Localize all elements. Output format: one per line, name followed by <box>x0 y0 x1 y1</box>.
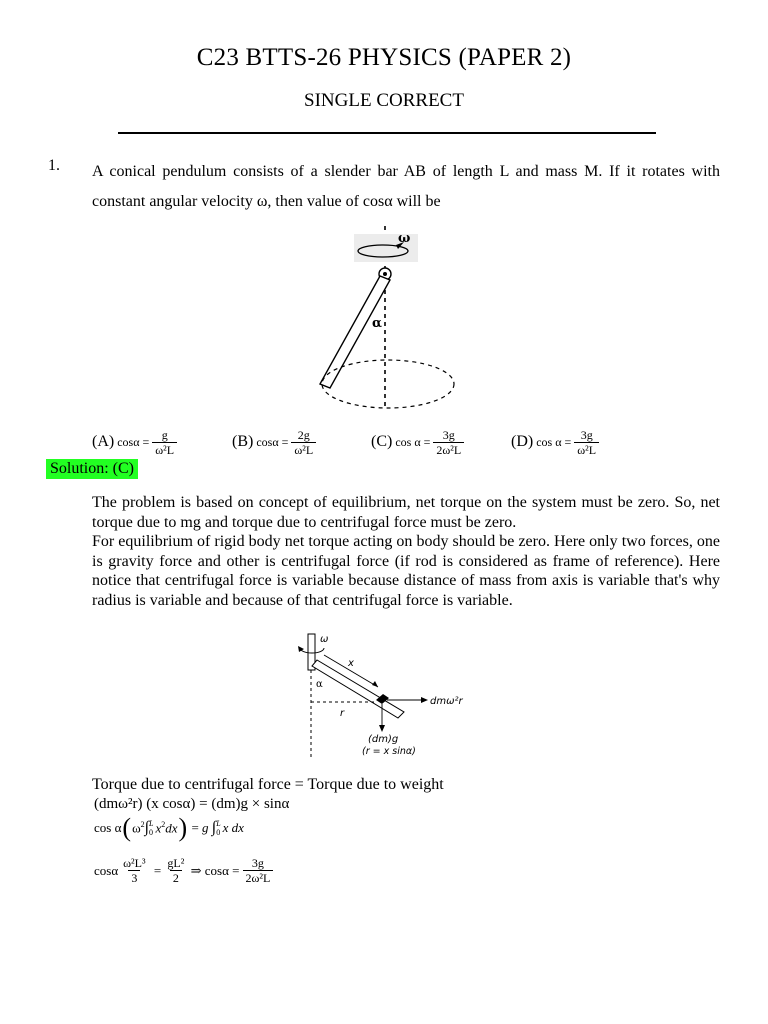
fraction-numerator: g <box>161 427 168 442</box>
solution-paragraph-2: For equilibrium of rigid body net torque acting on body should be zero. Here only two forces, one is gravity force and other is centrifugal force (if rod is considered as frame of reference). Here notice that centrifugal force is variable because distance of mass from axis is variable that's why radius is variable and because of that centrifugal force is variable. <box>92 533 720 609</box>
close-paren: ) <box>178 813 188 842</box>
option-b[interactable] <box>232 424 316 460</box>
integral-sign: ∫ <box>144 819 150 836</box>
equation-2-lhs: cos α <box>94 820 122 835</box>
radius-relation-label: (r = x sinα) <box>362 746 416 757</box>
solution-label: Solution: (C) <box>46 459 138 479</box>
weight-label: (dm)g <box>368 734 399 745</box>
equation-3-lhs: cosα <box>94 862 119 878</box>
title-divider <box>118 132 656 134</box>
fraction-numerator: 2g <box>297 427 310 442</box>
fraction-denominator: ω²L <box>152 442 177 457</box>
fraction-denominator: 2ω²L <box>433 442 464 457</box>
option-lhs: cos α = <box>536 434 572 449</box>
option-lhs: cosα = <box>117 434 150 449</box>
r-label: r <box>340 708 345 719</box>
centrifugal-force-label: dmω²r <box>430 696 463 707</box>
question-number: 1. <box>48 157 60 174</box>
integral-limits: L 0 <box>149 819 154 837</box>
omega-label: ω <box>398 231 411 246</box>
page-title: C23 BTTS-26 PHYSICS (PAPER 2) <box>196 44 572 71</box>
option-c[interactable] <box>371 424 464 460</box>
option-fraction <box>433 428 464 457</box>
equation-3 <box>94 856 273 885</box>
option-label: (B) <box>232 433 254 450</box>
option-label: (D) <box>511 433 534 450</box>
solution-text <box>92 493 720 610</box>
answer-options <box>92 424 732 460</box>
implies-arrow: ⇒ <box>187 862 205 878</box>
option-fraction <box>574 428 599 457</box>
open-paren: ( <box>122 813 132 842</box>
fraction-denominator: ω²L <box>291 442 316 457</box>
integrand: $x^2dx$ <box>155 819 178 836</box>
fraction-denominator: 2 <box>170 870 182 885</box>
option-a[interactable] <box>92 424 177 460</box>
option-fraction <box>291 428 316 457</box>
alpha-label: α <box>316 679 323 690</box>
equals-sign: = <box>150 862 165 878</box>
force-diagram-figure <box>290 630 490 762</box>
omega-squared: $\omega^2$ <box>132 819 145 836</box>
conical-pendulum-figure <box>300 224 470 414</box>
option-label: (C) <box>371 433 393 450</box>
fraction-numerator: gL² <box>167 856 185 870</box>
fraction-numerator: 3g <box>580 427 593 442</box>
fraction-denominator: ω²L <box>574 442 599 457</box>
fraction-numerator: 3g <box>442 427 455 442</box>
fraction-denominator: 3 <box>128 870 140 885</box>
fraction <box>120 856 148 885</box>
option-lhs: cosα = <box>256 434 289 449</box>
equation-1: (dmω²r) (x cosα) = (dm)g × sinα <box>94 796 290 812</box>
option-d[interactable] <box>511 424 599 460</box>
integral-limits: L 0 <box>216 819 221 837</box>
torque-statement: Torque due to centrifugal force = Torque due to weight <box>92 776 444 793</box>
section-subtitle: SINGLE CORRECT <box>304 90 464 111</box>
equation-2 <box>94 813 244 842</box>
fraction-denominator: 2ω²L <box>243 870 274 885</box>
fraction-numerator: ω²L³ <box>123 856 146 870</box>
alpha-label: α <box>372 316 383 331</box>
fraction <box>243 856 274 885</box>
solution-paragraph-1: The problem is based on concept of equilibrium, net torque on the system must be zero. So, net torque due to mg and torque due to centrifugal force must be zero. <box>92 494 720 531</box>
option-lhs: cos α = <box>395 434 431 449</box>
integral-sign: ∫ <box>211 819 217 836</box>
fraction-numerator: 3g <box>251 856 264 870</box>
fraction <box>164 856 187 885</box>
equals-sign: = g <box>188 820 209 835</box>
x-label: x <box>348 658 354 669</box>
equation-3-result-lhs: cosα = <box>204 862 240 878</box>
option-label: (A) <box>92 433 115 450</box>
integrand: x dx <box>222 820 244 835</box>
option-fraction <box>152 428 177 457</box>
omega-label: ω <box>320 634 329 645</box>
question-text: A conical pendulum consists of a slender bar AB of length L and mass M. If it rotates with constant angular velocity ω, then value of cosα will be <box>92 163 720 210</box>
